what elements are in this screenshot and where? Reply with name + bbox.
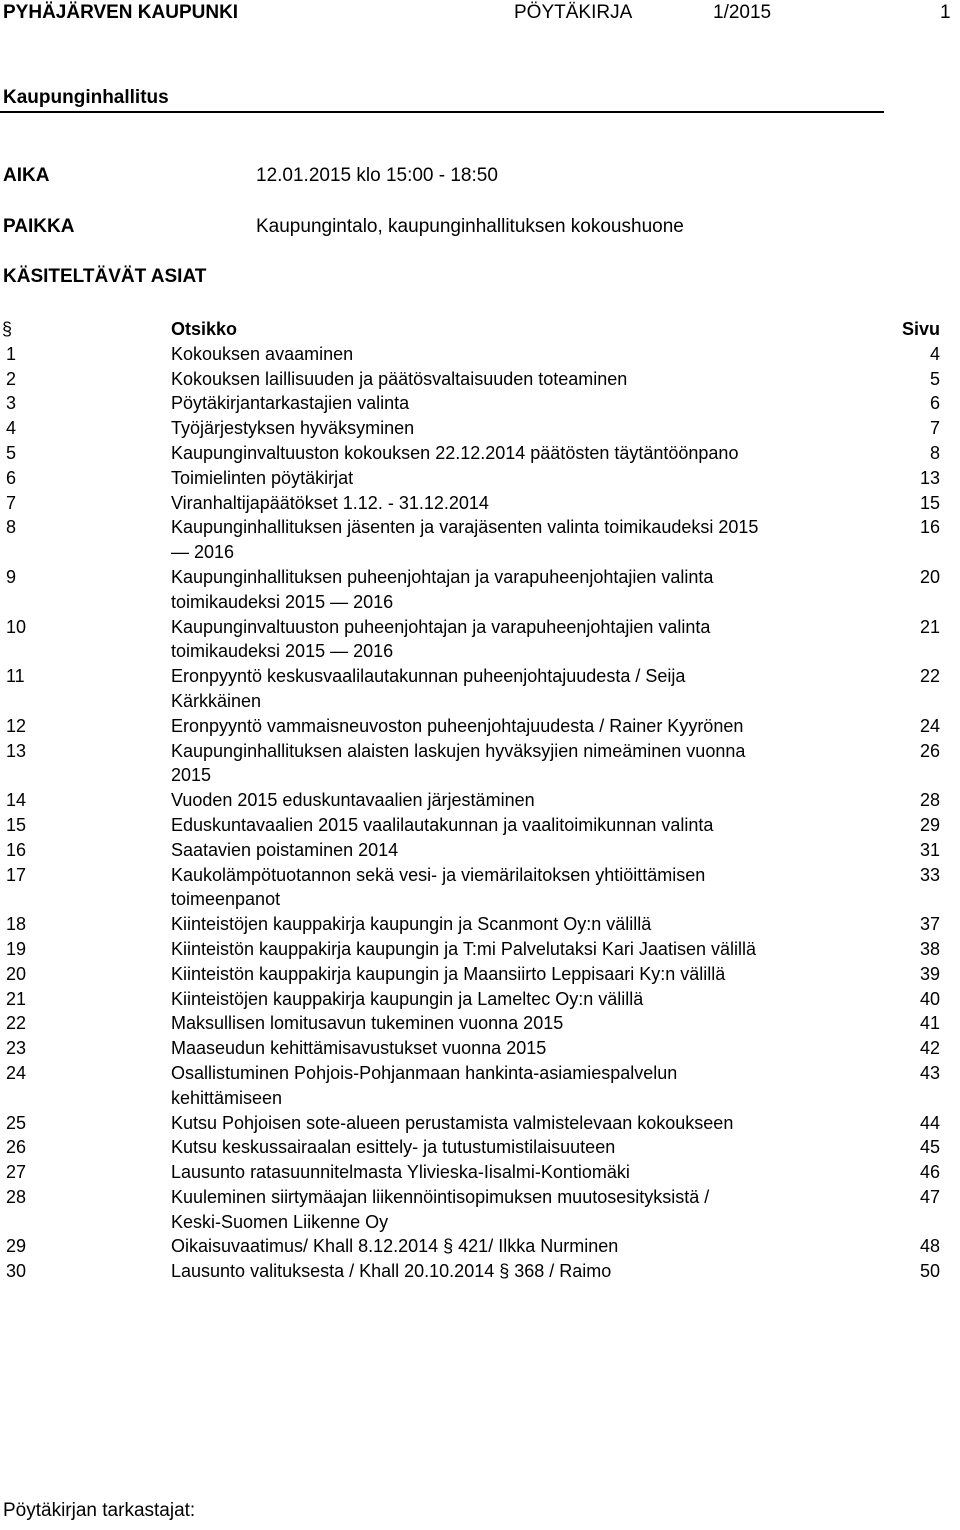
place-value: Kaupungintalo, kaupunginhallituksen kokoushuone [256, 216, 684, 237]
agenda-item-page: 21 [919, 616, 940, 637]
agenda-item-title: Toimielinten pöytäkirjat [171, 467, 354, 488]
agenda-item-number: 21 [6, 988, 27, 1009]
agenda-item-title: Eduskuntavaalien 2015 vaalilautakunnan ja vaalitoimikunnan valinta [171, 814, 714, 835]
agenda-item [0, 912, 960, 937]
agenda-item-number: 3 [6, 393, 17, 414]
agenda-item-title: Kaupunginhallituksen jäsenten ja varajäsenten valinta toimikaudeksi 2015 — 2016 [171, 517, 759, 563]
agenda-item [0, 739, 960, 789]
agenda-item-page: 15 [919, 492, 940, 513]
agenda-item [0, 1259, 960, 1284]
time-value: 12.01.2015 klo 15:00 - 18:50 [256, 165, 498, 186]
agenda-item-title: Kokouksen laillisuuden ja päätösvaltaisuuden toteaminen [171, 368, 628, 389]
agenda-item [0, 491, 960, 516]
agenda-item-number: 7 [6, 492, 17, 513]
agenda-item-number: 19 [6, 938, 27, 959]
inspectors-label: Pöytäkirjan tarkastajat: [3, 1500, 196, 1521]
agenda-item-number: 9 [6, 566, 17, 587]
agenda-item-title: Lausunto ratasuunnitelmasta Ylivieska-Iisalmi-Kontiomäki [171, 1162, 630, 1183]
title-column-header: Otsikko [171, 319, 238, 339]
agenda-item-number: 22 [6, 1013, 27, 1034]
agenda-item-title: Maaseudun kehittämisavustukset vuonna 2015 [171, 1038, 547, 1059]
agenda-item-title: Maksullisen lomitusavun tukeminen vuonna 2015 [171, 1013, 564, 1034]
agenda-item [0, 863, 960, 913]
agenda-item-number: 25 [6, 1112, 27, 1133]
document-header [0, 0, 960, 30]
document-type: PÖYTÄKIRJA [514, 2, 633, 23]
agenda-item-number: 20 [6, 963, 27, 984]
agenda-item-page: 29 [919, 814, 940, 835]
agenda-item-page: 46 [919, 1162, 940, 1183]
agenda-item [0, 416, 960, 441]
agenda-item-page: 42 [919, 1038, 940, 1059]
agenda-item [0, 1011, 960, 1036]
agenda-item-page: 4 [929, 343, 940, 364]
agenda-item-page: 33 [919, 864, 940, 885]
agenda-item-number: 27 [6, 1162, 27, 1183]
agenda-item-number: 23 [6, 1038, 27, 1059]
agenda-item-number: 24 [6, 1062, 27, 1083]
agenda-item-page: 7 [929, 418, 940, 439]
agenda-item [0, 1234, 960, 1259]
agenda-item-title: Saatavien poistaminen 2014 [171, 839, 399, 860]
agenda-item-title: Eronpyyntö keskusvaalilautakunnan puheenjohtajuudesta / Seija Kärkkäinen [171, 666, 686, 711]
agenda-item-title: Vuoden 2015 eduskuntavaalien järjestäminen [171, 790, 535, 811]
agenda-item-title: Kaupunginhallituksen alaisten laskujen hyväksyjien nimeäminen vuonna 2015 [171, 740, 746, 786]
agenda-item-number: 26 [6, 1137, 27, 1158]
agenda-item-page: 39 [919, 963, 940, 984]
agenda-item [0, 1061, 960, 1111]
agenda-item [0, 367, 960, 392]
agenda-item-title: Kutsu Pohjoisen sote-alueen perustamista valmistelevaan kokoukseen [171, 1112, 734, 1133]
agenda-item-title: Kiinteistöjen kauppakirja kaupungin ja Scanmont Oy:n välillä [171, 914, 652, 935]
agenda-item [0, 1111, 960, 1136]
time-label: AIKA [3, 165, 50, 186]
agenda-item-page: 37 [919, 914, 940, 935]
agenda-item-title: Kiinteistön kauppakirja kaupungin ja Maansiirto Leppisaari Ky:n välillä [171, 963, 726, 984]
agenda-items [0, 342, 960, 1284]
agenda-item-number: 12 [6, 715, 27, 736]
agenda-item-title: Kuuleminen siirtymäajan liikennöintisopimuksen muutosesityksistä / Keski-Suomen Liikenne Oy [171, 1186, 710, 1232]
agenda-item-number: 14 [6, 790, 27, 811]
agenda-item-number: 1 [6, 343, 17, 364]
agenda-item-page: 50 [919, 1261, 940, 1282]
agenda-item-title: Kaupunginhallituksen puheenjohtajan ja varapuheenjohtajien valinta toimikaudeksi 2015 — 2016 [171, 566, 714, 612]
organization-name: PYHÄJÄRVEN KAUPUNKI [3, 2, 239, 23]
agenda-item [0, 788, 960, 813]
agenda-item-number: 13 [6, 740, 27, 761]
body-name: Kaupunginhallitus [3, 87, 169, 108]
agenda-item [0, 813, 960, 838]
agenda-item [0, 1036, 960, 1061]
agenda-item-page: 45 [919, 1137, 940, 1158]
agenda-item-page: 41 [919, 1013, 940, 1034]
place-label: PAIKKA [3, 216, 75, 237]
agenda-item-page: 44 [919, 1112, 940, 1133]
agenda-item-number: 18 [6, 914, 27, 935]
agenda-item-number: 2 [6, 368, 17, 389]
agenda-item-number: 30 [6, 1261, 27, 1282]
agenda-item-page: 40 [919, 988, 940, 1009]
title-underline [0, 111, 884, 113]
agenda-item [0, 1160, 960, 1185]
agenda-item-title: Pöytäkirjantarkastajien valinta [171, 393, 410, 414]
agenda-item-page: 5 [929, 368, 940, 389]
document-number: 1/2015 [713, 2, 772, 23]
agenda-item-number: 8 [6, 517, 17, 538]
agenda-item-title: Kiinteistöjen kauppakirja kaupungin ja Lameltec Oy:n välillä [171, 988, 644, 1009]
agenda-table [0, 317, 960, 1284]
agenda-item [0, 441, 960, 466]
agenda-item [0, 664, 960, 714]
agenda-item-page: 24 [919, 715, 940, 736]
agenda-item-number: 10 [6, 616, 27, 637]
page-column-header: Sivu [901, 319, 940, 339]
agenda-item-page: 43 [919, 1062, 940, 1083]
agenda-item-number: 6 [6, 467, 17, 488]
agenda-item-title: Kaupunginvaltuuston kokouksen 22.12.2014 päätösten täytäntöönpano [171, 442, 739, 463]
agenda-table-header [0, 317, 960, 342]
agenda-item-page: 22 [919, 666, 940, 687]
agenda-item-title: Työjärjestyksen hyväksyminen [171, 418, 415, 439]
agenda-item [0, 1135, 960, 1160]
agenda-item-number: 29 [6, 1236, 27, 1257]
agenda-item-title: Kokouksen avaaminen [171, 343, 354, 364]
agenda-item [0, 987, 960, 1012]
page-number: 1 [940, 2, 951, 23]
agenda-item-page: 8 [929, 442, 940, 463]
agenda-item [0, 714, 960, 739]
agenda-item [0, 937, 960, 962]
agenda-item-number: 16 [6, 839, 27, 860]
agenda-section-title: KÄSITELTÄVÄT ASIAT [3, 266, 207, 287]
agenda-item-title: Osallistuminen Pohjois-Pohjanmaan hankinta-asiamiespalvelun kehittämiseen [171, 1062, 678, 1108]
agenda-item [0, 1185, 960, 1235]
agenda-item [0, 838, 960, 863]
agenda-item-number: 5 [6, 442, 17, 463]
agenda-item-title: Oikaisuvaatimus/ Khall 8.12.2014 § 421/ Ilkka Nurminen [171, 1236, 619, 1257]
agenda-item-page: 26 [919, 740, 940, 761]
agenda-item-page: 48 [919, 1236, 940, 1257]
agenda-item-page: 6 [929, 393, 940, 414]
agenda-item-number: 15 [6, 814, 27, 835]
agenda-item-page: 47 [919, 1186, 940, 1207]
agenda-item-page: 20 [919, 566, 940, 587]
agenda-item-page: 13 [919, 467, 940, 488]
agenda-item [0, 391, 960, 416]
agenda-item-title: Viranhaltijapäätökset 1.12. - 31.12.2014 [171, 492, 489, 513]
agenda-item [0, 466, 960, 491]
agenda-item-page: 38 [919, 938, 940, 959]
agenda-item [0, 515, 960, 565]
agenda-item-page: 31 [919, 839, 940, 860]
section-sign-icon: § [2, 319, 13, 339]
agenda-item-title: Kaukolämpötuotannon sekä vesi- ja viemärilaitoksen yhtiöittämisen toimeenpanot [171, 864, 706, 910]
agenda-item-number: 17 [6, 864, 27, 885]
agenda-item-page: 28 [919, 790, 940, 811]
agenda-item-title: Lausunto valituksesta / Khall 20.10.2014 § 368 / Raimo [171, 1261, 612, 1282]
agenda-item-title: Kutsu keskussairaalan esittely- ja tutustumistilaisuuteen [171, 1137, 616, 1158]
agenda-item-title: Kaupunginvaltuuston puheenjohtajan ja varapuheenjohtajien valinta toimikaudeksi 2015 — 2016 [171, 616, 711, 662]
agenda-item [0, 565, 960, 615]
agenda-item-number: 28 [6, 1186, 27, 1207]
agenda-item-title: Eronpyyntö vammaisneuvoston puheenjohtajuudesta / Rainer Kyyrönen [171, 715, 744, 736]
agenda-item-number: 4 [6, 418, 17, 439]
agenda-item [0, 615, 960, 665]
agenda-item-page: 16 [919, 517, 940, 538]
agenda-item-title: Kiinteistön kauppakirja kaupungin ja T:mi Palvelutaksi Kari Jaatisen välillä [171, 938, 756, 959]
agenda-item [0, 342, 960, 367]
agenda-item-number: 11 [6, 666, 25, 687]
agenda-item [0, 962, 960, 987]
